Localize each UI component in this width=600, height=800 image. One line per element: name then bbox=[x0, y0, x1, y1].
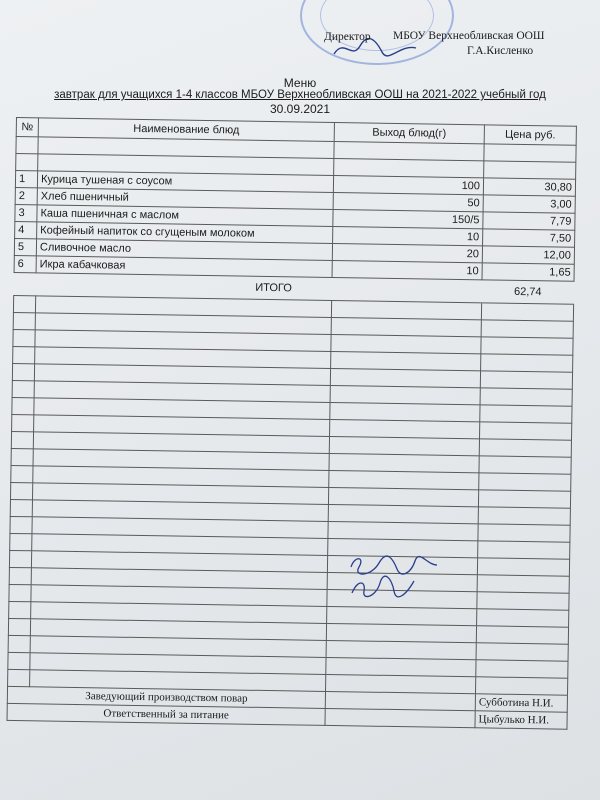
dish-name: Курица тушеная с соусом bbox=[37, 171, 333, 193]
dish-output: 100 bbox=[333, 175, 483, 194]
col-dish-header: Наименование блюд bbox=[38, 118, 334, 142]
dish-name: Хлеб пшеничный bbox=[37, 188, 333, 210]
dish-output: 150/5 bbox=[333, 209, 483, 228]
dish-price: 7,50 bbox=[483, 229, 575, 247]
row-number: 3 bbox=[15, 204, 37, 221]
row-number: 6 bbox=[14, 255, 36, 272]
menu-table bbox=[7, 117, 577, 730]
dish-price: 30,80 bbox=[483, 178, 575, 196]
col-price-header: Цена руб. bbox=[484, 125, 576, 145]
dish-name: Кофейный напиток со сгущеным молоком bbox=[37, 222, 333, 244]
row-number: 4 bbox=[15, 221, 37, 238]
director-name: Г.А.Кисленко bbox=[467, 45, 534, 57]
dish-output: 10 bbox=[332, 260, 482, 279]
menu-date: 30.09.2021 bbox=[269, 102, 331, 116]
row-number: 5 bbox=[14, 238, 36, 255]
dish-name: Икра кабачковая bbox=[36, 256, 332, 278]
dish-output: 50 bbox=[333, 192, 483, 211]
total-value: 62,74 bbox=[482, 280, 574, 304]
responsible-signature bbox=[348, 575, 418, 599]
dish-price: 1,65 bbox=[482, 263, 574, 281]
signature-person: Цыбулько Н.И. bbox=[475, 711, 567, 729]
col-output-header: Выход блюд(г) bbox=[334, 123, 484, 144]
signature-person: Субботина Н.И. bbox=[475, 694, 567, 712]
dish-output: 10 bbox=[333, 226, 483, 245]
row-number: 2 bbox=[15, 187, 37, 204]
col-number-header: № bbox=[16, 118, 38, 137]
dish-price: 12,00 bbox=[482, 246, 574, 264]
dish-name: Сливочное масло bbox=[36, 239, 332, 261]
signature-role: Ответственный за питание bbox=[7, 703, 325, 725]
dish-price: 3,00 bbox=[483, 195, 575, 213]
menu-subtitle: завтрак для учащихся 1-4 классов МБОУ Верхнеобливская ООШ на 2021-2022 учебный год bbox=[54, 89, 546, 101]
school-name: МБОУ Верхнеобливская ООШ bbox=[393, 30, 545, 42]
signature-role: Заведующий производством повар bbox=[7, 686, 325, 708]
signature-cell bbox=[325, 708, 475, 727]
total-label: ИТОГО bbox=[14, 272, 482, 302]
dish-price: 7,79 bbox=[483, 212, 575, 230]
director-label: Директор bbox=[324, 31, 371, 43]
menu-title: Меню bbox=[283, 76, 317, 90]
row-number: 1 bbox=[15, 171, 37, 188]
dish-output: 20 bbox=[332, 243, 482, 262]
dish-name: Каша пшеничная с маслом bbox=[37, 205, 333, 227]
